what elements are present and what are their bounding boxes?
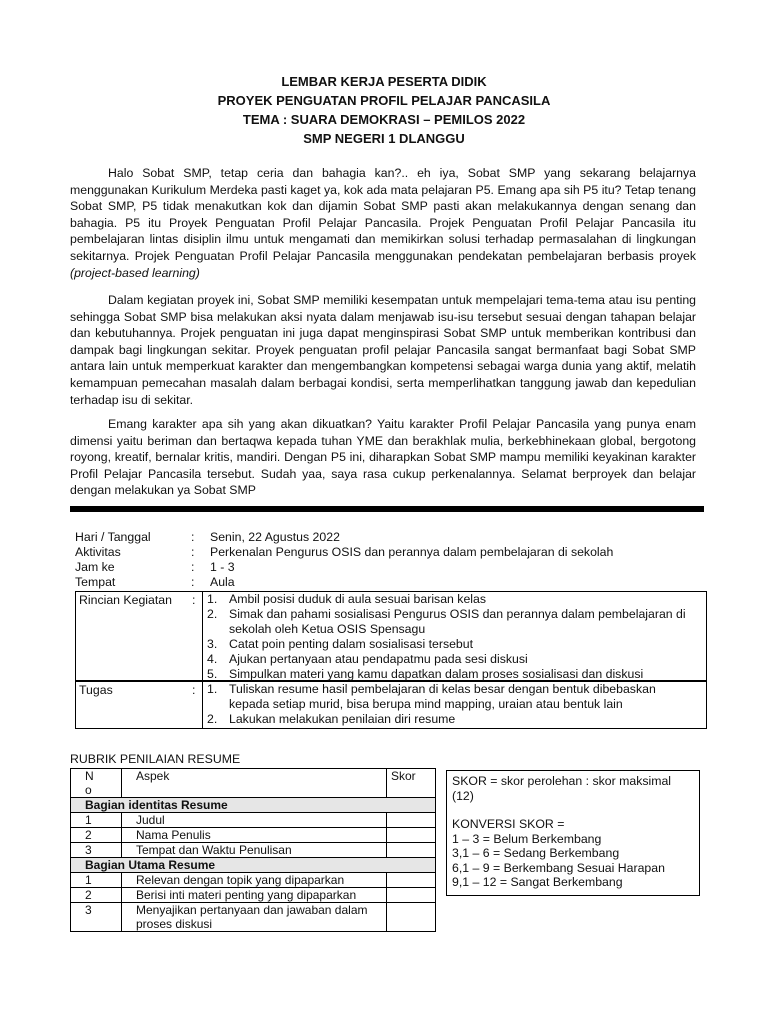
section-divider — [70, 506, 704, 512]
activity-details-colon: : — [192, 593, 196, 607]
conversion-level-2: 3,1 – 6 = Sedang Berkembang — [452, 846, 620, 860]
rubric-section-identity: Bagian identitas Resume — [71, 798, 436, 813]
score-cell[interactable] — [387, 888, 436, 903]
rubric-section-main: Bagian Utama Resume — [71, 858, 436, 873]
activity-details-list-cell — [202, 592, 706, 680]
period-label: Jam ke — [75, 560, 115, 574]
document-header — [0, 72, 768, 148]
score-cell[interactable] — [387, 828, 436, 843]
place-label: Tempat — [75, 575, 116, 589]
table-row: 3 Tempat dan Waktu Penulisan — [71, 843, 436, 858]
task-list-cell — [202, 682, 706, 728]
score-cell[interactable] — [387, 843, 436, 858]
list-item: 2. Lakukan melakukan penilaian diri resume — [207, 712, 456, 726]
list-item: 2. Simak dan pahami sosialisasi Pengurus OSIS dan perannya dalam pembelajaran di sekolah oleh Ketua OSIS Spensagu — [207, 607, 686, 636]
score-cell[interactable] — [387, 903, 436, 932]
rubric-header-aspect: Aspek — [122, 769, 387, 798]
table-row: 1 Relevan dengan topik yang dipaparkan — [71, 873, 436, 888]
task-label: Tugas — [79, 683, 113, 697]
score-formula: SKOR = skor perolehan : skor maksimal — [452, 774, 672, 788]
spacer — [452, 803, 694, 817]
task-box — [75, 681, 707, 729]
activity-colon: : — [191, 545, 195, 559]
header-title: LEMBAR KERJA PESERTA DIDIK — [281, 74, 487, 89]
intro-paragraph-1-italic: (project-based learning) — [70, 265, 200, 280]
conversion-level-1: 1 – 3 = Belum Berkembang — [452, 831, 602, 846]
activity-details-label: Rincian Kegiatan — [79, 593, 172, 607]
intro-paragraph-3: Emang karakter apa sih yang akan dikuatkan? Yaitu karakter Profil Pelajar Pancasila yang punya enam dimensi yaitu beriman dan bertaqwa kepada tuhan YME dan berakhlak mulia, berkebhinekaan global, bergotong royong, kreatif, bernalar kritis, mandiri. Dengan P5 ini, diharapkan Sobat SMP mampu memiliki keyakinan karakter Profil Pelajar Pancasila tersebut. Sudah yaa, saya rasa cukup perkenalannya. Selamat berproyek dan belajar dengan melakukan ya Sobat SMP — [70, 417, 696, 498]
list-item: 1. Ambil posisi duduk di aula sesuai barisan kelas — [207, 592, 487, 606]
period-colon: : — [191, 560, 195, 574]
score-conversion-box — [446, 770, 700, 896]
task-colon: : — [192, 683, 196, 697]
table-row: 1 Judul — [71, 813, 436, 828]
list-item: 1. Tuliskan resume hasil pembelajaran di kelas besar dengan bentuk dibebaskan kepada setiap murid, bisa berupa mind mapping, uraian atau bentuk lain — [207, 682, 656, 711]
list-item: 4. Ajukan pertanyaan atau pendapatmu pada sesi diskusi — [207, 652, 528, 666]
conversion-level-3: 6,1 – 9 = Berkembang Sesuai Harapan — [452, 860, 665, 875]
score-cell[interactable] — [387, 813, 436, 828]
place-colon: : — [191, 575, 195, 589]
rubric-title: RUBRIK PENILAIAN RESUME — [70, 752, 241, 766]
period-value: 1 - 3 — [210, 560, 235, 574]
place-value: Aula — [210, 575, 235, 589]
intro-paragraph-1-text: Halo Sobat SMP, tetap ceria dan bahagia kan?.. eh iya, Sobat SMP yang sekarang belajarnya menggunakan Kurikulum Merdeka pasti kaget ya, kok ada mata pelajaran P5. Emang apa sih P5 itu? Tetap tenang Sobat SMP, P5 tidak menakutkan kok dan dijamin Sobat SMP pasti akan melakukannya dengan senang dan bahagia. P5 itu Proyek Penguatan Profil Pelajar Pancasila. Projek Penguatan Profil Pelajar Pancasila itu pembelajaran lintas disiplin ilmu untuk mengamati dan memikirkan solusi terhadap permasalahan di lingkungan sekitarnya. Projek Penguatan Profil Pelajar Pancasila menggunakan pendekatan pembelajaran berbasis proyek — [70, 166, 696, 263]
rubric-header-no: N o — [71, 769, 122, 798]
score-cell[interactable] — [387, 873, 436, 888]
table-row: 2 Berisi inti materi penting yang dipaparkan — [71, 888, 436, 903]
list-item: 5. Simpulkan materi yang kamu dapatkan dalam proses sosialisasi dan diskusi — [207, 667, 644, 681]
score-formula-max: (12) — [452, 788, 474, 803]
rubric-header-score: Skor — [387, 769, 436, 798]
rubric-table — [70, 768, 436, 932]
conversion-heading: KONVERSI SKOR = — [452, 817, 565, 831]
rubric-header-row — [71, 769, 436, 798]
date-label: Hari / Tanggal — [75, 530, 151, 544]
intro-paragraph-2: Dalam kegiatan proyek ini, Sobat SMP memiliki kesempatan untuk mempelajari tema-tema atau isu penting sehingga Sobat SMP bisa melakukan aksi nyata dalam menjawab isu-isu tersebut sesuai dengan tahapan belajar dan kebutuhannya. Projek penguatan ini juga dapat menginspirasi Sobat SMP untuk memberikan kontribusi dan dampak bagi lingkungan sekitar. Proyek penguatan profil pelajar Pancasila sangat bermanfaat bagi Sobat SMP antara lain untuk memperkuat karakter dan mengembangkan kompetensi sebagai warga dunia yang aktif, melatih kemampuan pemecahan masalah dalam berbagai kondisi, serta memperlihatkan tanggung jawab dan kepedulian terhadap isu di sekitar. — [70, 293, 696, 407]
header-theme: TEMA : SUARA DEMOKRASI – PEMILOS 2022 — [242, 112, 526, 127]
conversion-level-4: 9,1 – 12 = Sangat Berkembang — [452, 875, 623, 889]
list-item: 3. Catat poin penting dalam sosialisasi tersebut — [207, 637, 474, 651]
activity-details-list — [203, 592, 706, 682]
header-school: SMP NEGERI 1 DLANGGU — [303, 131, 465, 146]
table-row: 3 Menyajikan pertanyaan dan jawaban dalam proses diskusi — [71, 903, 436, 932]
activity-label: Aktivitas — [75, 545, 121, 559]
date-value: Senin, 22 Agustus 2022 — [210, 530, 340, 544]
intro-paragraph-1 — [70, 165, 696, 281]
date-colon: : — [191, 530, 195, 544]
table-row: 2 Nama Penulis — [71, 828, 436, 843]
header-project: PROYEK PENGUATAN PROFIL PELAJAR PANCASILA — [217, 93, 551, 108]
activity-details-box — [75, 591, 707, 681]
task-list — [203, 682, 706, 727]
activity-value: Perkenalan Pengurus OSIS dan perannya dalam pembelajaran di sekolah — [210, 545, 614, 559]
